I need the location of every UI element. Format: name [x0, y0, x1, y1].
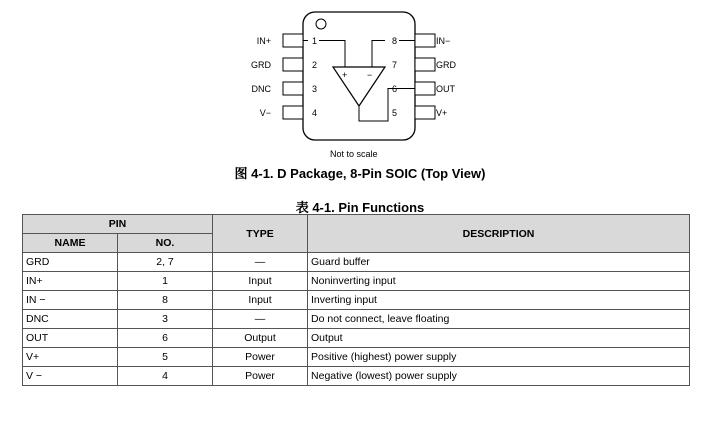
- pin-label-v-minus: V−: [259, 108, 271, 118]
- cell-name: V+: [23, 348, 118, 367]
- cell-description: Negative (lowest) power supply: [308, 367, 690, 386]
- cell-type: Power: [213, 348, 308, 367]
- pin-pad-7: [415, 58, 435, 71]
- not-to-scale-note: Not to scale: [330, 149, 378, 159]
- cell-description: Inverting input: [308, 291, 690, 310]
- cell-description: Noninverting input: [308, 272, 690, 291]
- cell-no: 5: [118, 348, 213, 367]
- cell-name: V −: [23, 367, 118, 386]
- cell-type: —: [213, 310, 308, 329]
- cell-no: 2, 7: [118, 253, 213, 272]
- pin-number-3: 3: [312, 84, 318, 94]
- cell-type: Input: [213, 272, 308, 291]
- cell-name: DNC: [23, 310, 118, 329]
- pin-pad-2: [283, 58, 303, 71]
- pin-label-out: OUT: [436, 84, 455, 94]
- pin-number-2: 2: [312, 60, 318, 70]
- pin-number-6: 6: [391, 84, 397, 94]
- table-row: [23, 272, 690, 291]
- pin-number-7: 7: [391, 60, 397, 70]
- table-row: [23, 291, 690, 310]
- table-row: [23, 329, 690, 348]
- pin-functions-table: [22, 214, 690, 386]
- cell-no: 3: [118, 310, 213, 329]
- pin-number-8: 8: [391, 36, 397, 46]
- cell-type: Output: [213, 329, 308, 348]
- opamp-minus-sign: −: [367, 70, 373, 80]
- pin-label-grd-left: GRD: [251, 60, 271, 70]
- pin-number-5: 5: [391, 108, 397, 118]
- cell-no: 1: [118, 272, 213, 291]
- pin-label-in-plus: IN+: [256, 36, 271, 46]
- cell-name: IN −: [23, 291, 118, 310]
- pin-number-4: 4: [312, 108, 318, 118]
- pin-pad-8: [415, 34, 435, 47]
- pin-label-in-minus: IN−: [436, 36, 451, 46]
- cell-no: 6: [118, 329, 213, 348]
- cell-name: OUT: [23, 329, 118, 348]
- cell-type: Input: [213, 291, 308, 310]
- header-type: TYPE: [213, 215, 308, 253]
- cell-no: 4: [118, 367, 213, 386]
- header-description: DESCRIPTION: [308, 215, 690, 253]
- cell-type: Power: [213, 367, 308, 386]
- cell-type: —: [213, 253, 308, 272]
- table-row: [23, 348, 690, 367]
- soic-package-diagram: [0, 0, 720, 165]
- cell-name: GRD: [23, 253, 118, 272]
- table-row: [23, 253, 690, 272]
- cell-name: IN+: [23, 272, 118, 291]
- table-row: [23, 367, 690, 386]
- pin-number-1: 1: [312, 36, 318, 46]
- figure-caption: 图 4-1. D Package, 8-Pin SOIC (Top View): [234, 166, 486, 181]
- pin1-marker-icon: [316, 19, 326, 29]
- cell-description: Output: [308, 329, 690, 348]
- cell-description: Do not connect, leave floating: [308, 310, 690, 329]
- pin-label-grd-right: GRD: [436, 60, 456, 70]
- pin-label-dnc: DNC: [251, 84, 271, 94]
- table-header-row: [23, 215, 690, 234]
- pin-label-v-plus: V+: [436, 108, 448, 118]
- cell-no: 8: [118, 291, 213, 310]
- cell-description: Positive (highest) power supply: [308, 348, 690, 367]
- header-name: NAME: [23, 234, 118, 253]
- pin-pad-5: [415, 106, 435, 119]
- pin-pad-3: [283, 82, 303, 95]
- table-row: [23, 310, 690, 329]
- cell-description: Guard buffer: [308, 253, 690, 272]
- opamp-plus-sign: +: [342, 70, 348, 80]
- pin-pad-4: [283, 106, 303, 119]
- pin-pad-1: [283, 34, 303, 47]
- pin-pad-6: [415, 82, 435, 95]
- table-caption: 表 4-1. Pin Functions: [295, 200, 425, 215]
- header-no: NO.: [118, 234, 213, 253]
- header-pin: PIN: [23, 215, 213, 234]
